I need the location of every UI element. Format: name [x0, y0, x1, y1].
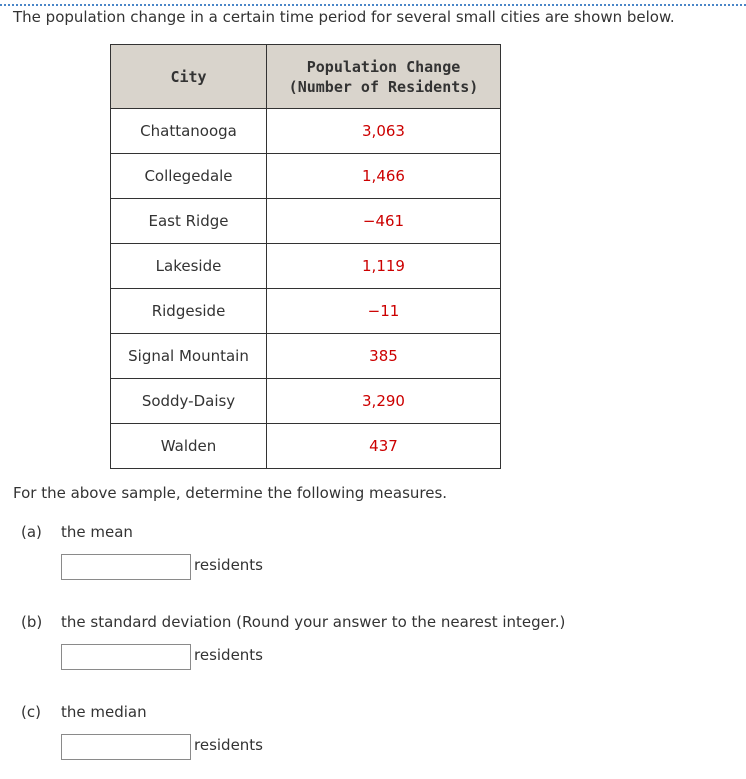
change-cell: 3,290: [267, 379, 501, 424]
table-row: [111, 199, 501, 244]
table-header-row: [111, 45, 501, 109]
city-cell: Soddy-Daisy: [111, 379, 267, 424]
top-divider: [0, 4, 746, 6]
part-c-text: the median: [61, 703, 147, 721]
change-cell: 1,119: [267, 244, 501, 289]
table-row: [111, 109, 501, 154]
header-city: City: [111, 45, 267, 109]
part-a-label: [21, 523, 133, 541]
city-cell: Ridgeside: [111, 289, 267, 334]
table-row: [111, 379, 501, 424]
change-cell: 437: [267, 424, 501, 469]
city-cell: Lakeside: [111, 244, 267, 289]
table-row: [111, 334, 501, 379]
city-cell: East Ridge: [111, 199, 267, 244]
part-b-label: [21, 613, 565, 631]
part-b-text: the standard deviation (Round your answer to the nearest integer.): [61, 613, 566, 631]
part-a-text: the mean: [61, 523, 133, 541]
table-row: [111, 244, 501, 289]
median-input[interactable]: [61, 734, 191, 760]
part-b-tag: (b): [21, 613, 43, 631]
part-c-label: [21, 703, 147, 721]
std-dev-input[interactable]: [61, 644, 191, 670]
change-cell: 3,063: [267, 109, 501, 154]
table-row: [111, 289, 501, 334]
change-cell: −461: [267, 199, 501, 244]
change-cell: 385: [267, 334, 501, 379]
table-row: [111, 154, 501, 199]
change-cell: −11: [267, 289, 501, 334]
city-cell: Collegedale: [111, 154, 267, 199]
part-a-tag: (a): [21, 523, 42, 541]
city-cell: Walden: [111, 424, 267, 469]
intro-text: The population change in a certain time period for several small cities are shown below.: [13, 8, 675, 26]
part-a-unit: residents: [194, 556, 264, 574]
part-c-tag: (c): [21, 703, 41, 721]
table-row: [111, 424, 501, 469]
part-b-unit: residents: [194, 646, 264, 664]
header-population-change: [267, 45, 501, 109]
header-change-line1: Population Change: [306, 57, 461, 76]
mean-input[interactable]: [61, 554, 191, 580]
population-table: [110, 44, 501, 469]
city-cell: Chattanooga: [111, 109, 267, 154]
change-cell: 1,466: [267, 154, 501, 199]
city-cell: Signal Mountain: [111, 334, 267, 379]
question-text: For the above sample, determine the following measures.: [13, 484, 448, 502]
part-c-unit: residents: [194, 736, 264, 754]
header-change-line2: (Number of Residents): [288, 77, 479, 96]
